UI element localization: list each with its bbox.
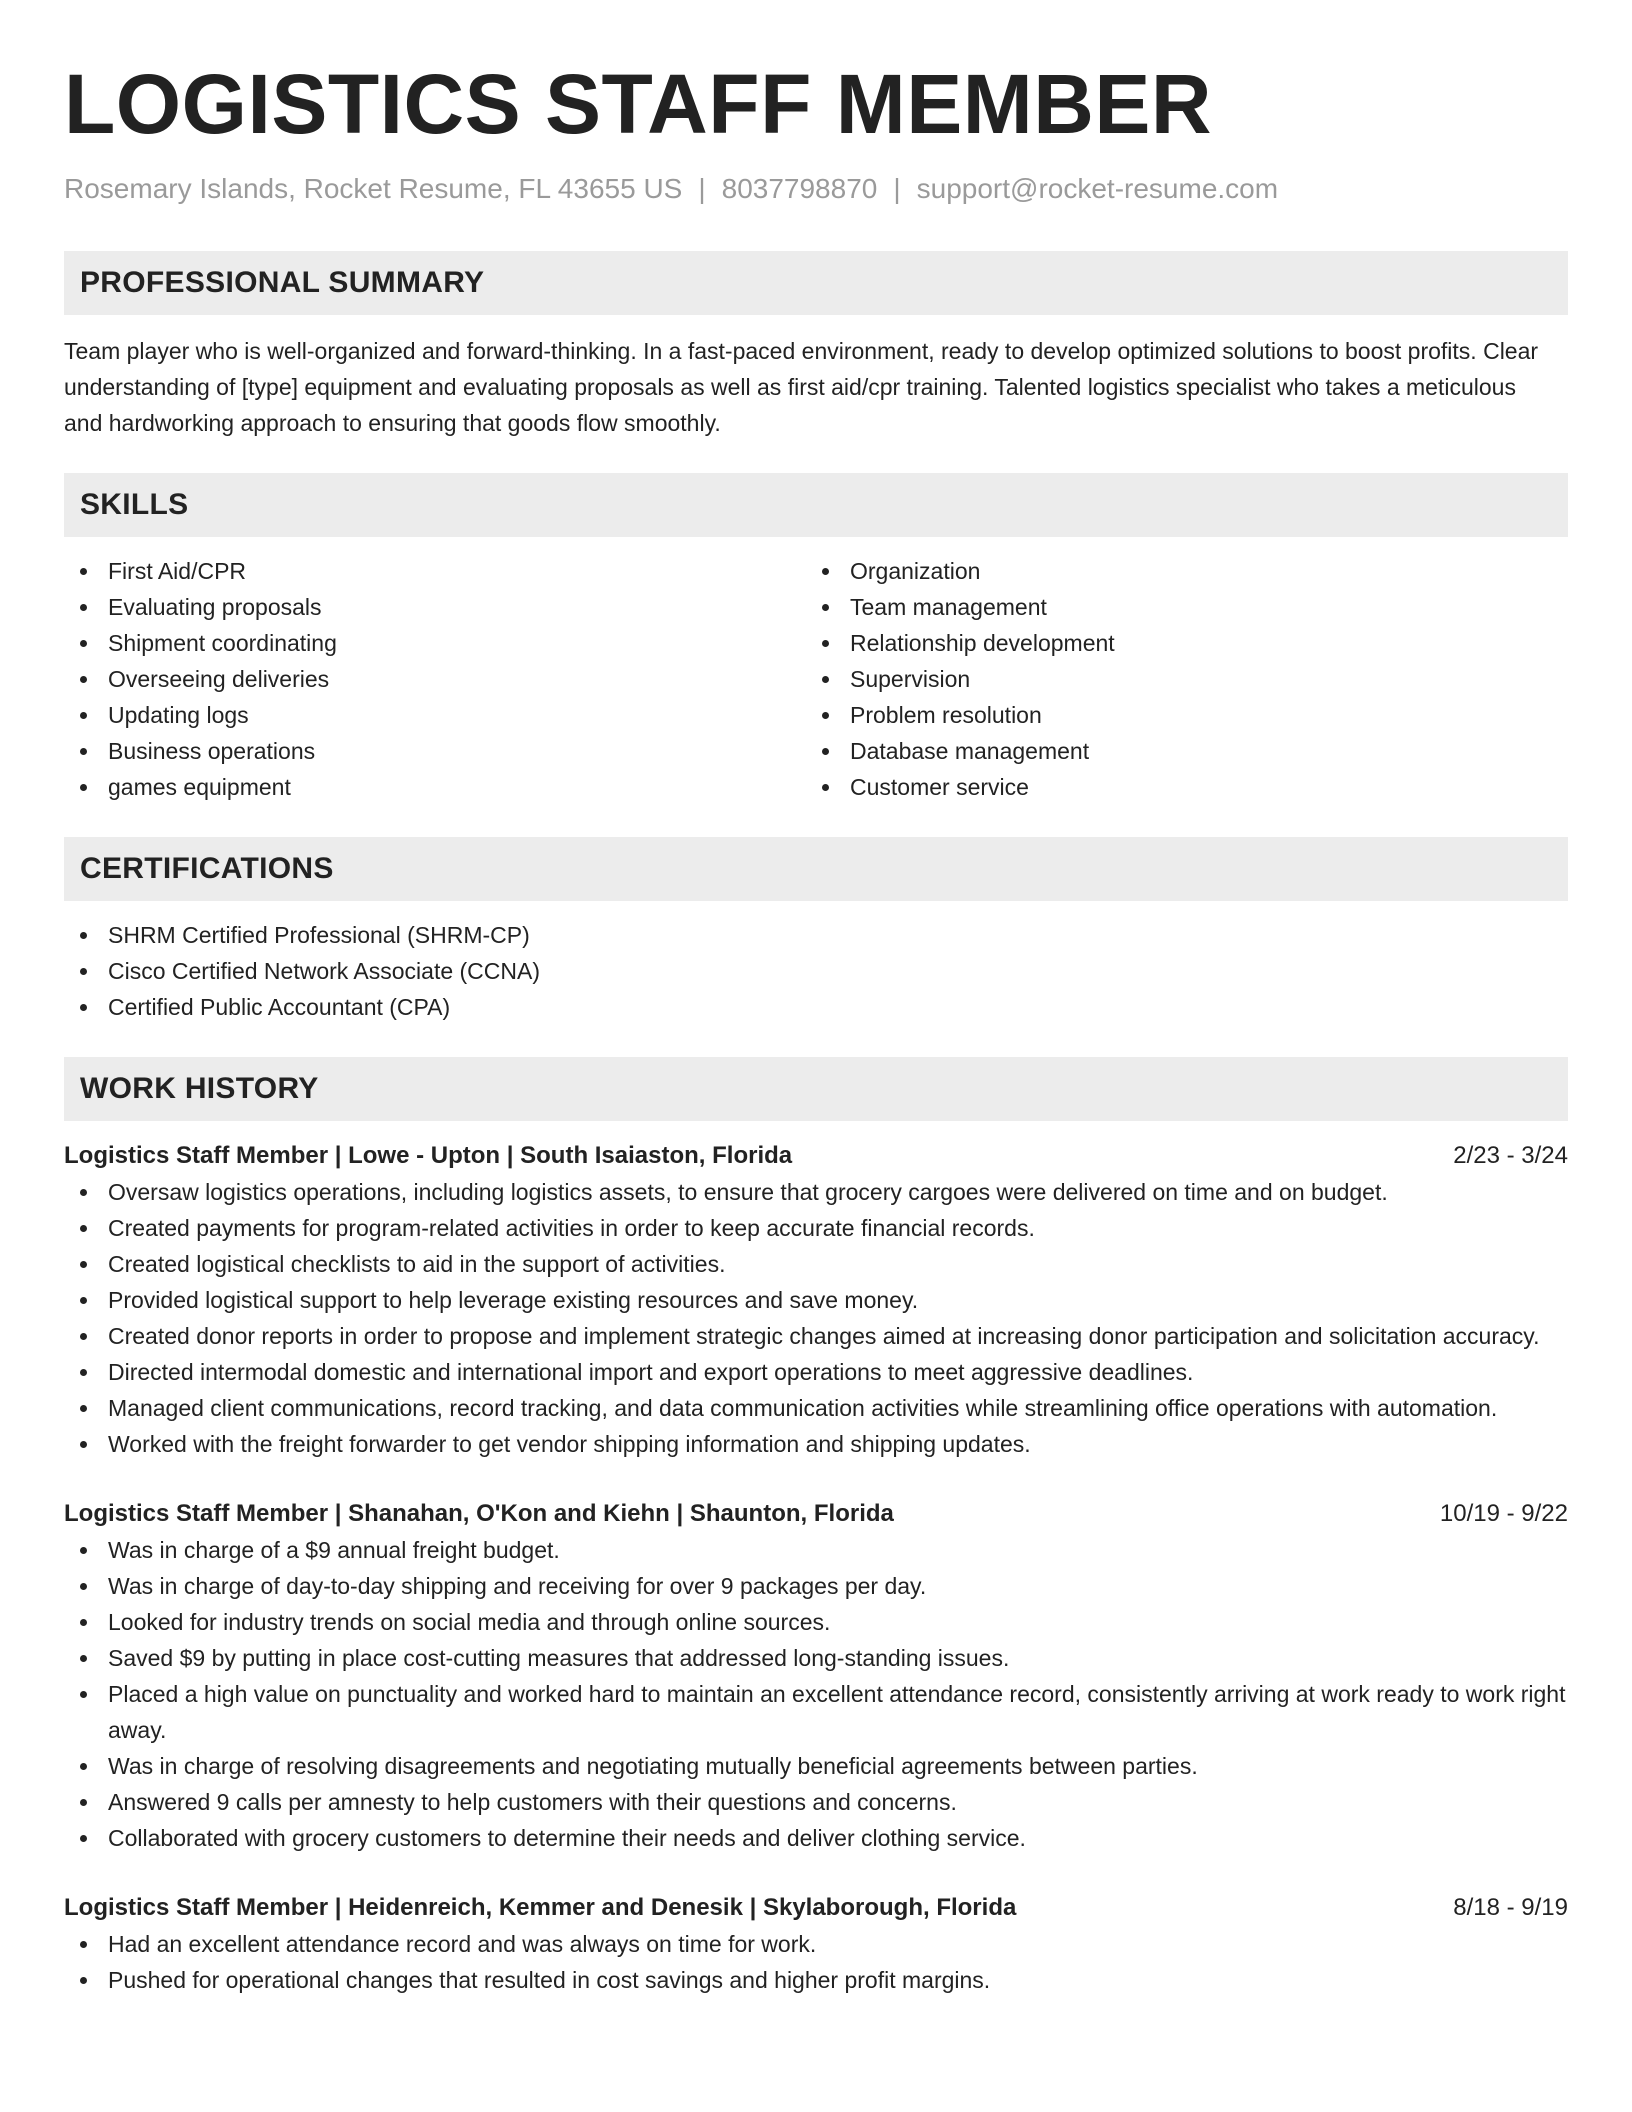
skill-item: Supervision xyxy=(806,661,1548,697)
job-bullets xyxy=(64,1174,1568,1462)
skill-item: Problem resolution xyxy=(806,697,1548,733)
contact-email: support@rocket-resume.com xyxy=(916,173,1279,204)
job-bullet: Was in charge of day-to-day shipping and receiving for over 9 packages per day. xyxy=(64,1568,1568,1604)
job-entry xyxy=(64,1496,1568,1856)
skill-item: First Aid/CPR xyxy=(64,553,806,589)
resume-page xyxy=(64,0,1568,1998)
job-dates: 10/19 - 9/22 xyxy=(1439,1500,1568,1527)
skills-heading: SKILLS xyxy=(64,473,1568,537)
contact-address: Rosemary Islands, Rocket Resume, FL 43655 US xyxy=(64,173,683,204)
skills-column-left xyxy=(64,553,806,805)
certification-item: Cisco Certified Network Associate (CCNA) xyxy=(64,953,1568,989)
summary-text: Team player who is well-organized and forward-thinking. In a fast-paced environment, ready to develop optimized solutions to boost profits. Clear understanding of [type] equipment and evaluating proposals as well as first aid/cpr training. Talented logistics specialist who takes a meticulous and hardworking approach to ensuring that goods flow smoothly. xyxy=(64,338,1539,436)
certification-item: Certified Public Accountant (CPA) xyxy=(64,989,1568,1025)
job-entry xyxy=(64,1890,1568,1998)
job-bullets xyxy=(64,1532,1568,1856)
job-entry xyxy=(64,1138,1568,1462)
job-title: Logistics Staff Member | Heidenreich, Kemmer and Denesik | Skylaborough, Florida xyxy=(64,1894,1017,1921)
contact-separator: | xyxy=(698,173,706,204)
resume-name: LOGISTICS STAFF MEMBER xyxy=(64,57,1213,151)
job-bullet: Pushed for operational changes that resulted in cost savings and higher profit margins. xyxy=(64,1962,1568,1998)
job-bullet: Had an excellent attendance record and was always on time for work. xyxy=(64,1926,1568,1962)
job-title: Logistics Staff Member | Lowe - Upton | South Isaiaston, Florida xyxy=(64,1142,793,1169)
skill-item: games equipment xyxy=(64,769,806,805)
job-bullet: Saved $9 by putting in place cost-cutting measures that addressed long-standing issues. xyxy=(64,1640,1568,1676)
job-dates: 2/23 - 3/24 xyxy=(1453,1142,1568,1169)
job-bullet: Created donor reports in order to propose and implement strategic changes aimed at increasing donor participation and solicitation accuracy. xyxy=(64,1318,1568,1354)
certifications-list xyxy=(64,917,1568,1025)
job-title: Logistics Staff Member | Shanahan, O'Kon and Kiehn | Shaunton, Florida xyxy=(64,1500,894,1527)
skill-item: Organization xyxy=(806,553,1548,589)
summary-heading: PROFESSIONAL SUMMARY xyxy=(64,251,1568,315)
job-header xyxy=(64,1496,1568,1532)
job-bullet: Answered 9 calls per amnesty to help customers with their questions and concerns. xyxy=(64,1784,1568,1820)
work-history-heading: WORK HISTORY xyxy=(64,1057,1568,1121)
job-dates: 8/18 - 9/19 xyxy=(1453,1894,1568,1921)
skill-item: Team management xyxy=(806,589,1548,625)
job-bullet: Managed client communications, record tracking, and data communication activities while streamlining office operations with automation. xyxy=(64,1390,1568,1426)
job-bullet: Created logistical checklists to aid in the support of activities. xyxy=(64,1246,1568,1282)
skill-item: Updating logs xyxy=(64,697,806,733)
skill-item: Overseeing deliveries xyxy=(64,661,806,697)
skill-item: Relationship development xyxy=(806,625,1548,661)
job-bullet: Provided logistical support to help leverage existing resources and save money. xyxy=(64,1282,1568,1318)
job-bullet: Looked for industry trends on social media and through online sources. xyxy=(64,1604,1568,1640)
skill-item: Evaluating proposals xyxy=(64,589,806,625)
job-bullet: Worked with the freight forwarder to get vendor shipping information and shipping updates. xyxy=(64,1426,1568,1462)
job-bullet: Placed a high value on punctuality and worked hard to maintain an excellent attendance record, consistently arriving at work ready to work right away. xyxy=(64,1676,1568,1748)
job-header xyxy=(64,1138,1568,1174)
job-bullet: Directed intermodal domestic and international import and export operations to meet aggressive deadlines. xyxy=(64,1354,1568,1390)
contact-phone: 8037798870 xyxy=(721,173,878,204)
skills-grid xyxy=(64,553,1568,805)
job-bullet: Oversaw logistics operations, including logistics assets, to ensure that grocery cargoes were delivered on time and on budget. xyxy=(64,1174,1568,1210)
skill-item: Customer service xyxy=(806,769,1548,805)
job-bullet: Created payments for program-related activities in order to keep accurate financial records. xyxy=(64,1210,1568,1246)
job-header xyxy=(64,1890,1568,1926)
skill-item: Database management xyxy=(806,733,1548,769)
skills-column-right xyxy=(806,553,1548,805)
job-bullet: Collaborated with grocery customers to determine their needs and deliver clothing service. xyxy=(64,1820,1568,1856)
job-bullet: Was in charge of a $9 annual freight budget. xyxy=(64,1532,1568,1568)
skill-item: Shipment coordinating xyxy=(64,625,806,661)
certifications-heading: CERTIFICATIONS xyxy=(64,837,1568,901)
certification-item: SHRM Certified Professional (SHRM-CP) xyxy=(64,917,1568,953)
contact-line xyxy=(64,170,1568,208)
skill-item: Business operations xyxy=(64,733,806,769)
contact-separator: | xyxy=(893,173,901,204)
job-bullets xyxy=(64,1926,1568,1998)
job-bullet: Was in charge of resolving disagreements and negotiating mutually beneficial agreements between parties. xyxy=(64,1748,1568,1784)
